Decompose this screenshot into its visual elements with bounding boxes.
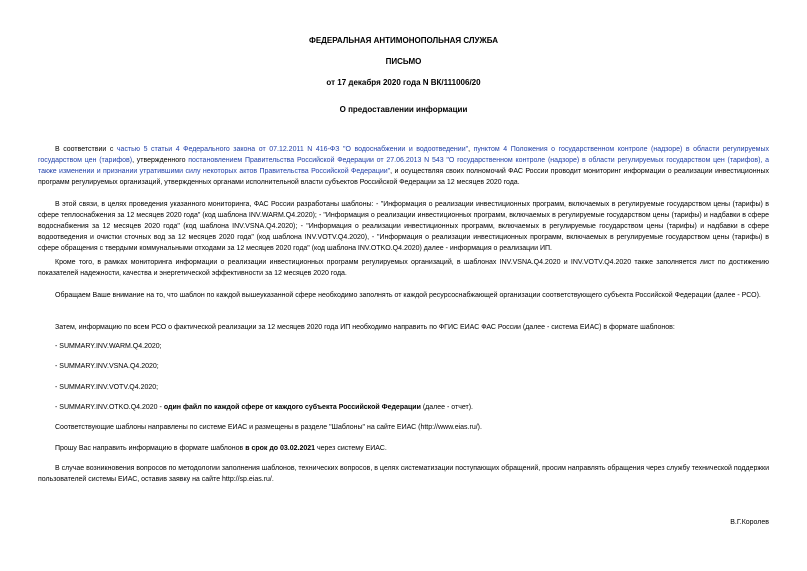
document-date-number: от 17 декабря 2020 года N ВК/111006/20 xyxy=(326,78,481,87)
paragraph-text: В соответствии с xyxy=(55,146,117,153)
list-item-text: (далее - отчет). xyxy=(420,404,473,411)
paragraph-text: Прошу Вас направить информацию в формате шаблонов xyxy=(55,445,246,452)
document-type: ПИСЬМО xyxy=(385,57,422,66)
paragraph-text: , утвержденного xyxy=(132,157,189,164)
list-item-votv: - SUMMARY.INV.VOTV.Q4.2020; xyxy=(55,384,159,391)
resolution-link[interactable]: постановлением Правительства Российской Федерации от 27.06.2013 N 543 "О государственном контроле (надзоре) в области регулируемых государством цен (тарифов), а также изменении и признании утратившими силу некоторых актов Правительства Российской Федерации" xyxy=(38,157,770,175)
paragraph-submission: Затем, информацию по всем РСО о фактической реализации за 12 месяцев 2020 года ИП необходимо направить по ФГИС ЕИАС ФАС России (далее - система ЕИАС) в формате шаблонов: xyxy=(55,324,675,331)
paragraph-attention: Обращаем Ваше внимание на то, что шаблон по каждой вышеуказанной сфере необходимо заполнять от каждой ресурсоснабжающей организации соответствующего субъекта Российской Федерации (далее - РСО). xyxy=(55,292,761,299)
paragraph-templates: В этой связи, в целях проведения указанного мониторинга, ФАС России разработаны шаблоны: - "Информация о реализации инвестиционных программ, включаемых в регулируемые государством цены (тарифы) в сфере теплоснабжения за 12 месяцев 2020 года" (код шаблона INV.WARM.Q4.2020); - "Информация о реализации инвестиционных программ, включаемых в регулируемые государством цены (тарифы) и надбавки в сфере водоснабжения за 12 месяцев 2020 года" (код шаблона INV.VSNA.Q4.2020); - "Информация о реализации инвестиционных программ, включаемых в регулируемые государством цены (тарифы) и надбавки в сфере водоотведения и очистки сточных вод за 12 месяцев 2020 года" (код шаблона INV.VOTV.Q4.2020), - "Информация о реализации инвестиционных программ, включаемых в регулируемые государством цены (тарифы) в сфере обращения с твердыми коммунальными отходами за 12 месяцев 2020 года" (код шаблона INV.OTKO.Q4.2020) далее - информация о реализации ИП. xyxy=(38,201,769,252)
deadline-text: в срок до 03.02.2021 xyxy=(245,445,316,452)
paragraph-support: В случае возникновения вопросов по методологии заполнения шаблонов, технических вопросов, в целях систематизации поступающих обращений, просим направлять обращения через службу технической поддержки пользователей системы ЕИАС, оставив заявку на сайте http://sp.eias.ru/. xyxy=(38,465,769,483)
paragraph-text: , xyxy=(468,146,474,153)
law-link[interactable]: частью 5 статьи 4 Федерального закона от 07.12.2011 N 416-ФЗ "О водоснабжении и водоотведении" xyxy=(116,146,469,153)
signature: В.Г.Королев xyxy=(730,519,769,526)
list-item-vsna: - SUMMARY.INV.VSNA.Q4.2020; xyxy=(55,363,159,370)
list-item-text: - SUMMARY.INV.OTKO.Q4.2020 - xyxy=(55,404,164,411)
paragraph-indicators: Кроме того, в рамках мониторинга информации о реализации инвестиционных программ регулируемых организаций, в шаблонах INV.VSNA.Q4.2020 и INV.VOTV.Q4.2020 также заполняется лист по достижению показателей надежности, качества и энергетической эффективности за 12 месяцев 2020 года. xyxy=(38,259,769,277)
regulation-link[interactable]: пунктом 4 Положения о государственном контроле (надзоре) в области регулируемых государством цен (тарифов) xyxy=(38,146,770,164)
agency-title: ФЕДЕРАЛЬНАЯ АНТИМОНОПОЛЬНАЯ СЛУЖБА xyxy=(309,36,498,45)
document-subject: О предоставлении информации xyxy=(339,105,468,114)
paragraph-legal-basis xyxy=(38,144,769,188)
emphasis-text: один файл по каждой сфере от каждого субъекта Российской Федерации xyxy=(163,404,421,411)
list-item-otko xyxy=(38,402,769,413)
paragraph-text: , и осуществляя своих полномочий ФАС России проводит мониторинг информации о реализации инвестиционных программ регулируемых организаций, утвержденных органами исполнительной власти субъектов Российской Федерации за 12 месяцев 2020 года. xyxy=(38,168,769,186)
list-item-warm: - SUMMARY.INV.WARM.Q4.2020; xyxy=(55,343,162,350)
paragraph-templates-location: Соответствующие шаблоны направлены по системе ЕИАС и размещены в разделе "Шаблоны" на сайте ЕИАС (http://www.eias.ru/). xyxy=(55,424,482,431)
paragraph-text: через систему ЕИАС. xyxy=(315,445,387,452)
paragraph-deadline xyxy=(38,443,769,454)
